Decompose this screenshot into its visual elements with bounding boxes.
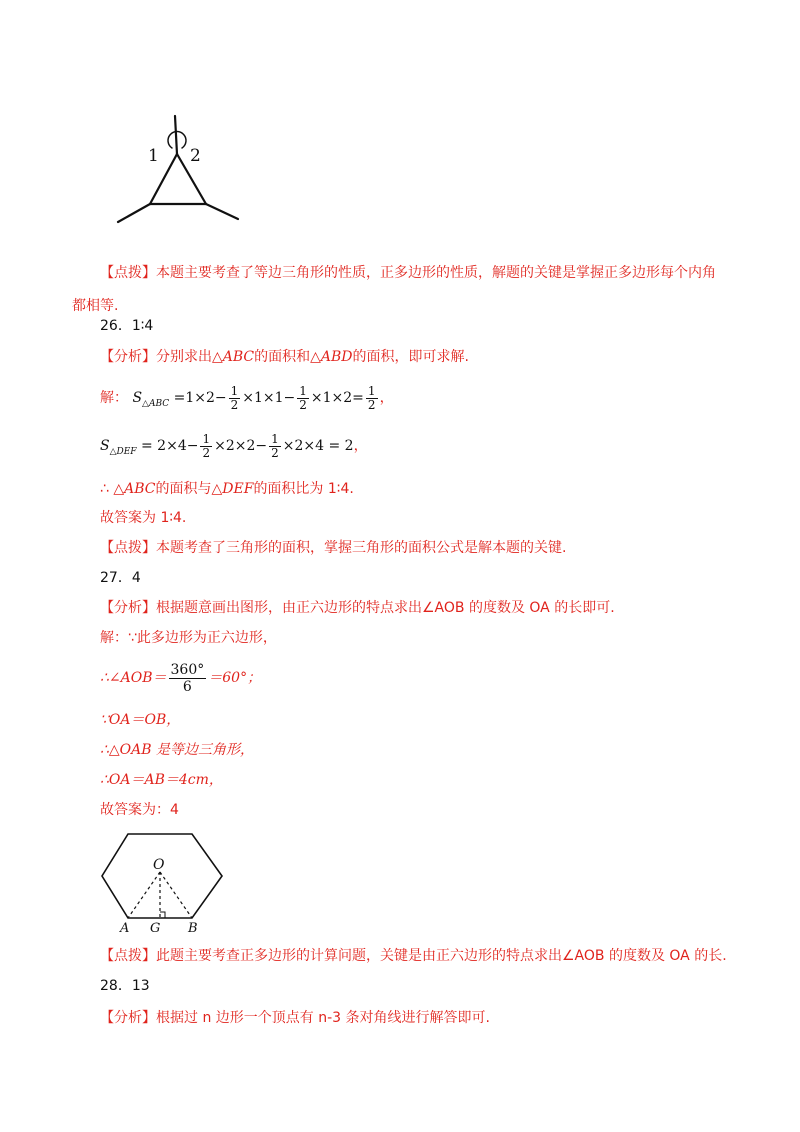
q26-tip xyxy=(100,538,566,558)
q27-eq3: ∴OA＝AB＝4cm， xyxy=(100,772,223,788)
hex-label-B: B xyxy=(188,921,198,936)
q26-s1-frac2 xyxy=(297,385,309,412)
q26-s1-expr-a: =1×2− xyxy=(173,390,227,406)
q26-analysis-tri2: △ABD xyxy=(310,349,353,365)
q26-s2-sub: △DEF xyxy=(109,447,137,457)
fig1-label-2: 2 xyxy=(190,146,201,166)
q25-tip-text: 本题主要考查了等边三角形的性质，正多边形的性质，解题的关键是掌握正多边形每个内角 xyxy=(156,265,716,281)
q28-analysis xyxy=(100,1008,490,1028)
q27-angle-num: 360° xyxy=(170,661,205,678)
q26-s2-S: S xyxy=(100,438,110,454)
hexagon-shape xyxy=(102,834,222,918)
q26-conc-a: ∴ xyxy=(100,481,114,497)
frac-num: 1 xyxy=(299,383,307,398)
q26-s1-sub: △ABC xyxy=(142,399,170,409)
q27-analysis-text: 根据题意画出图形，由正六边形的特点求出∠AOB 的度数及 OA 的长即可. xyxy=(156,600,615,616)
q26-analysis-b: 的面积和 xyxy=(254,349,311,365)
frac-den: 2 xyxy=(367,397,376,412)
q27-tip-tag: 【点拨】 xyxy=(100,948,156,964)
q26-conc-c: 的面积比为 1∶4. xyxy=(253,481,354,497)
hex-segment-OA xyxy=(128,872,160,918)
q28-heading: 28．13 xyxy=(100,978,150,994)
q26-s1-tail: ， xyxy=(379,390,394,406)
q27-analysis xyxy=(100,598,615,618)
q27-solution-line: 解：∵此多边形为正六边形， xyxy=(100,630,277,646)
q26-s2-expr-b: ×2×2− xyxy=(214,438,268,454)
hex-label-A: A xyxy=(120,921,130,936)
frac-num: 1 xyxy=(202,431,211,446)
q26-solution-line2 xyxy=(100,428,368,470)
q26-s2-frac1 xyxy=(200,433,212,460)
q27-tip-text: 此题主要考查正多边形的计算问题，关键是由正六边形的特点求出∠AOB 的度数及 OA 的长. xyxy=(156,948,727,964)
fig1-ray-up xyxy=(175,116,177,154)
q27-angle-frac xyxy=(169,662,207,695)
fig1-ext-left xyxy=(118,204,150,222)
q27-eq1: ∵OA＝OB， xyxy=(100,712,181,728)
frac-den: 2 xyxy=(299,397,307,412)
hex-right-angle-mark xyxy=(160,912,165,918)
q26-analysis-a: 分别求出 xyxy=(156,349,212,365)
q26-tip-tag: 【点拨】 xyxy=(100,540,156,556)
q26-s1-frac1 xyxy=(229,385,241,412)
hex-label-G: G xyxy=(150,921,161,936)
q27-eq2: ∴△OAB 是等边三角形， xyxy=(100,742,254,758)
q26-s2-tail: ， xyxy=(353,438,368,454)
hex-label-O: O xyxy=(153,857,165,873)
frac-den: 2 xyxy=(202,445,211,460)
fig1-ext-right xyxy=(206,204,238,219)
q26-analysis-c: 的面积，即可求解. xyxy=(352,349,469,365)
hex-segment-OB xyxy=(160,872,192,918)
q26-conc-b: 的面积与 xyxy=(155,481,212,497)
q26-s1-S: S xyxy=(132,390,143,406)
q28-analysis-text: 根据过 n 边形一个顶点有 n-3 条对角线进行解答即可. xyxy=(156,1010,490,1026)
q28-analysis-tag: 【分析】 xyxy=(100,1010,156,1026)
q26-s1-expr-b: ×1×1− xyxy=(242,390,296,406)
q26-s2-expr-a: = 2×4− xyxy=(141,438,199,454)
q26-tip-text: 本题考查了三角形的面积，掌握三角形的面积公式是解本题的关键. xyxy=(156,540,567,556)
q26-s1-expr-c: ×1×2= xyxy=(310,390,364,406)
q26-heading: 26．1∶4 xyxy=(100,318,154,334)
q25-tip-tag: 【点拨】 xyxy=(100,265,156,281)
q27-angle-den: 6 xyxy=(182,678,192,695)
q27-answer: 故答案为：4 xyxy=(100,802,179,818)
q26-s2-frac2 xyxy=(269,433,281,460)
frac-den: 2 xyxy=(230,397,239,412)
fig1-label-1: 1 xyxy=(148,146,159,166)
frac-den: 2 xyxy=(271,445,279,460)
q25-tip-paragraph xyxy=(72,257,720,323)
q27-angle-suffix: ＝60°； xyxy=(208,670,262,686)
q26-analysis-tri1: △ABC xyxy=(212,349,255,365)
q26-conc-tri2: △DEF xyxy=(211,481,254,497)
frac-num: 1 xyxy=(271,431,279,446)
q26-solution-line1 xyxy=(100,380,394,422)
q27-angle-prefix: ∴∠AOB＝ xyxy=(100,670,167,686)
q25-tip-text2: 都相等. xyxy=(72,298,119,314)
q27-analysis-tag: 【分析】 xyxy=(100,600,156,616)
figure-triangle-angles xyxy=(110,112,250,230)
q27-heading: 27．4 xyxy=(100,570,141,586)
q26-s1-frac3 xyxy=(366,385,378,412)
q26-s2-expr-c: ×2×4 = 2 xyxy=(282,438,354,454)
frac-num: 1 xyxy=(230,383,239,398)
figure-hexagon xyxy=(98,828,228,938)
frac-num: 1 xyxy=(367,383,376,398)
q26-conclusion xyxy=(100,479,354,499)
q26-conc-tri1: △ABC xyxy=(113,481,156,497)
q26-analysis xyxy=(100,347,469,367)
q26-answer: 故答案为 1∶4. xyxy=(100,510,187,526)
q26-analysis-tag: 【分析】 xyxy=(100,349,156,365)
q27-tip xyxy=(100,946,727,966)
q26-sol-prefix: 解： xyxy=(100,390,128,406)
q27-angle-line xyxy=(100,658,261,698)
